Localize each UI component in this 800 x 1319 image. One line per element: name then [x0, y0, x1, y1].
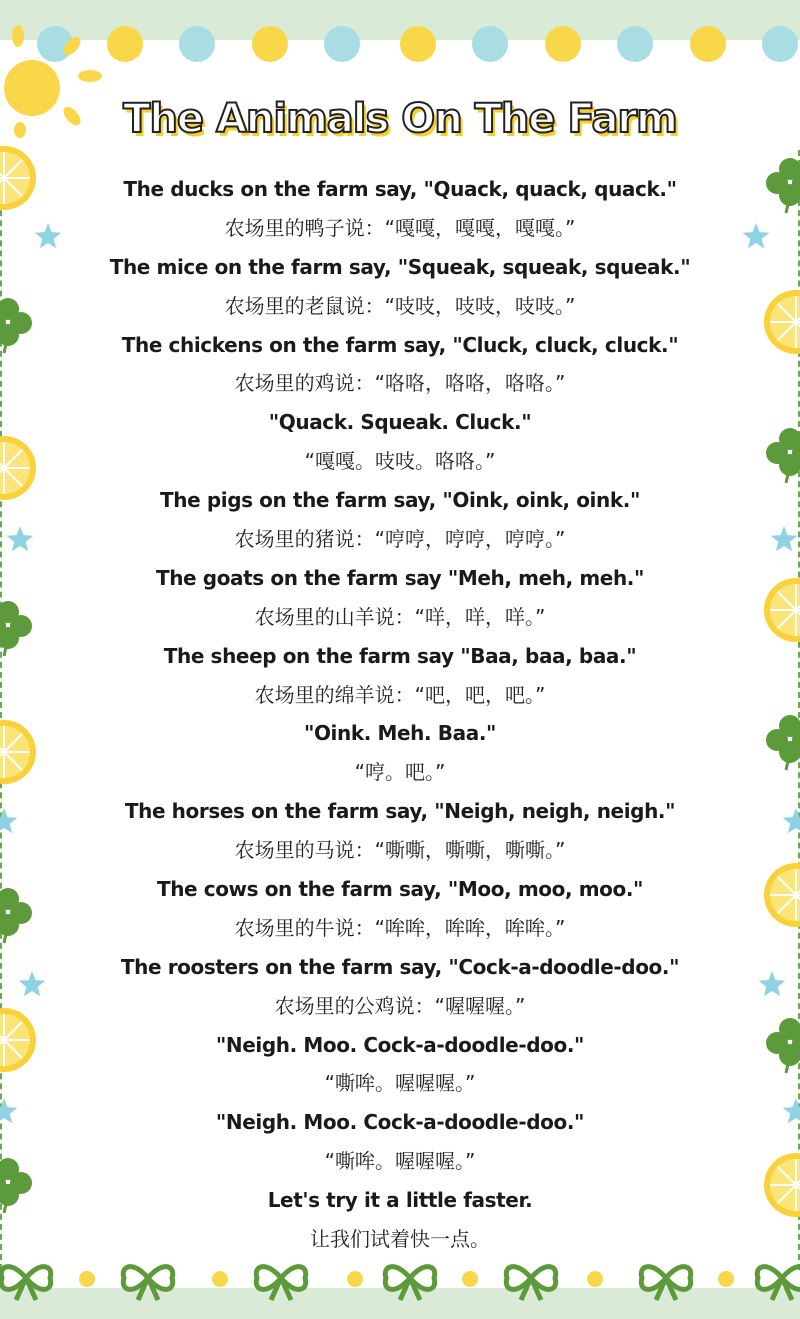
- english-line: The roosters on the farm say, "Cock-a-doodle-doo.": [120, 954, 680, 979]
- chinese-line: “嘶哞。喔喔喔。”: [324, 1149, 476, 1174]
- chinese-line: 农场里的老鼠说：“吱吱，吱吱，吱吱。”: [224, 293, 576, 318]
- chinese-line: 农场里的公鸡说：“喔喔喔。”: [274, 993, 526, 1018]
- polka-dot: [462, 1271, 478, 1287]
- polka-dot: [79, 1271, 95, 1287]
- polka-dot: [472, 26, 508, 62]
- chinese-line: 农场里的绵羊说：“吧，吧，吧。”: [254, 682, 546, 707]
- polka-dot: [324, 26, 360, 62]
- chinese-line: 农场里的牛说：“哞哞，哞哞，哞哞。”: [234, 915, 566, 940]
- polka-dot: [690, 26, 726, 62]
- chinese-line: 农场里的马说：“嘶嘶，嘶嘶，嘶嘶。”: [234, 838, 566, 863]
- polka-dot: [252, 26, 288, 62]
- polka-dot: [179, 26, 215, 62]
- english-line: The goats on the farm say "Meh, meh, meh.": [155, 565, 645, 590]
- bow-icon: [501, 1258, 561, 1302]
- english-line: The mice on the farm say, "Squeak, squeak, squeak.": [109, 254, 691, 279]
- polka-dot: [718, 1271, 734, 1287]
- english-line: "Oink. Meh. Baa.": [303, 721, 497, 746]
- chinese-line: 农场里的山羊说：“咩，咩，咩。”: [254, 604, 546, 629]
- english-line: "Quack. Squeak. Cluck.": [268, 410, 532, 435]
- polka-dot: [587, 1271, 603, 1287]
- lyrics-list: [0, 170, 800, 1259]
- polka-dot: [400, 26, 436, 62]
- chinese-line: “嘎嘎。吱吱。咯咯。”: [304, 449, 496, 474]
- english-line: "Neigh. Moo. Cock-a-doodle-doo.": [215, 1032, 585, 1057]
- chinese-line: 农场里的猪说：“哼哼，哼哼，哼哼。”: [234, 527, 566, 552]
- english-line: The cows on the farm say, "Moo, moo, moo.": [156, 877, 644, 902]
- polka-dot: [617, 26, 653, 62]
- polka-dot: [212, 1271, 228, 1287]
- english-line: The horses on the farm say, "Neigh, neigh, neigh.": [124, 799, 676, 824]
- english-line: The sheep on the farm say "Baa, baa, baa.": [163, 643, 637, 668]
- english-line: Let's try it a little faster.: [267, 1188, 533, 1213]
- chinese-line: 农场里的鸡说：“咯咯，咯咯，咯咯。”: [234, 371, 566, 396]
- chinese-line: 让我们试着快一点。: [310, 1227, 490, 1252]
- bow-icon: [118, 1258, 178, 1302]
- chinese-line: “嘶哞。喔喔喔。”: [324, 1071, 476, 1096]
- polka-dot: [762, 26, 798, 62]
- chinese-line: “哼。吧。”: [354, 760, 446, 785]
- page-title: The Animals On The Farm: [123, 96, 677, 142]
- bow-icon: [380, 1258, 440, 1302]
- english-line: "Neigh. Moo. Cock-a-doodle-doo.": [215, 1110, 585, 1135]
- bow-icon: [752, 1258, 800, 1302]
- polka-dot: [545, 26, 581, 62]
- bow-icon: [636, 1258, 696, 1302]
- polka-dot: [107, 26, 143, 62]
- polka-dot: [347, 1271, 363, 1287]
- chinese-line: 农场里的鸭子说：“嘎嘎，嘎嘎，嘎嘎。”: [224, 215, 576, 240]
- english-line: The ducks on the farm say, "Quack, quack, quack.": [123, 177, 677, 201]
- english-line: The pigs on the farm say, "Oink, oink, oink.": [160, 488, 640, 513]
- english-line: The chickens on the farm say, "Cluck, cluck, cluck.": [121, 332, 679, 357]
- bow-icon: [251, 1258, 311, 1302]
- bow-icon: [0, 1258, 56, 1302]
